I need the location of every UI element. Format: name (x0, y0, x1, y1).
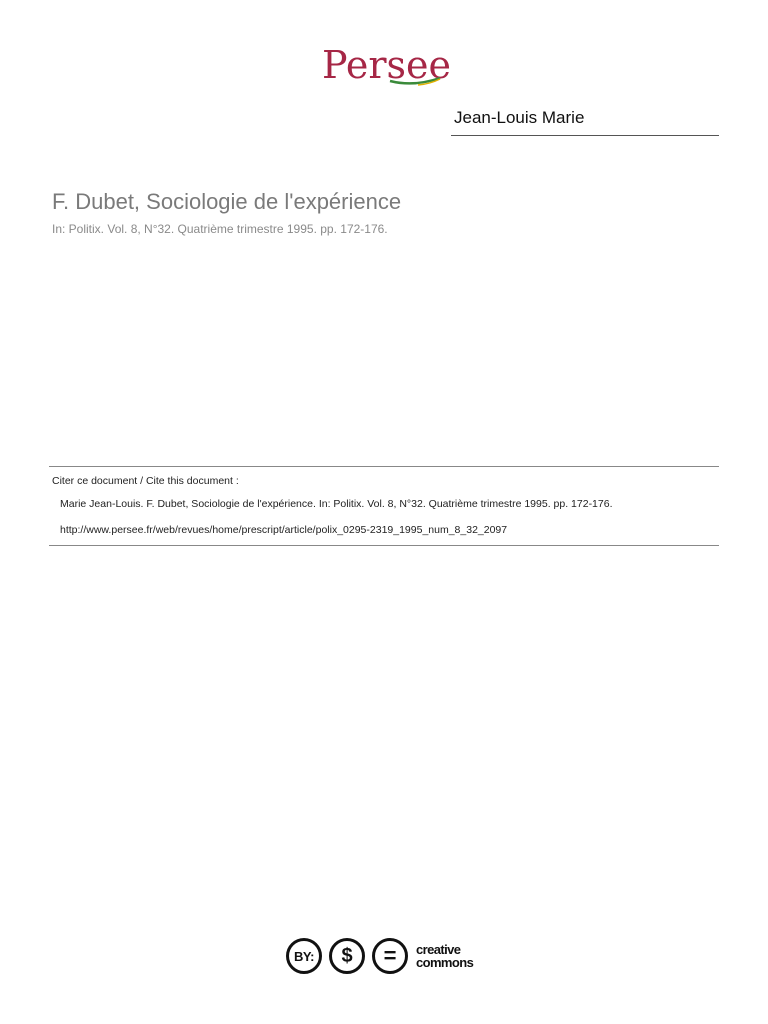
citation-box (49, 466, 719, 546)
cc-by-icon: BY: (286, 938, 322, 974)
author-name: Jean-Louis Marie (454, 108, 585, 127)
citation-reference: Marie Jean-Louis. F. Dubet, Sociologie de l'expérience. In: Politix. Vol. 8, N°32. Quatrième trimestre 1995. pp. 172-176. (60, 498, 613, 510)
cc-nc-icon: $ (329, 938, 365, 974)
persee-swoosh-icon (388, 72, 442, 86)
document-title: F. Dubet, Sociologie de l'expérience (52, 189, 402, 214)
cc-text-line2: commons (416, 955, 474, 970)
cc-text-line1: creative (416, 942, 461, 957)
creative-commons-text (416, 943, 473, 969)
author-divider (451, 135, 719, 136)
citation-heading: Citer ce document / Cite this document : (52, 475, 239, 487)
document-source: In: Politix. Vol. 8, N°32. Quatrième trimestre 1995. pp. 172-176. (52, 222, 388, 236)
creative-commons-badge[interactable] (286, 936, 486, 980)
citation-url-link[interactable]: http://www.persee.fr/web/revues/home/prescript/article/polix_0295-2319_1995_num_8_32_2097 (60, 524, 508, 536)
persee-logo (322, 42, 451, 92)
persee-logo-text: Persee (322, 43, 451, 87)
cc-nd-icon: = (372, 938, 408, 974)
